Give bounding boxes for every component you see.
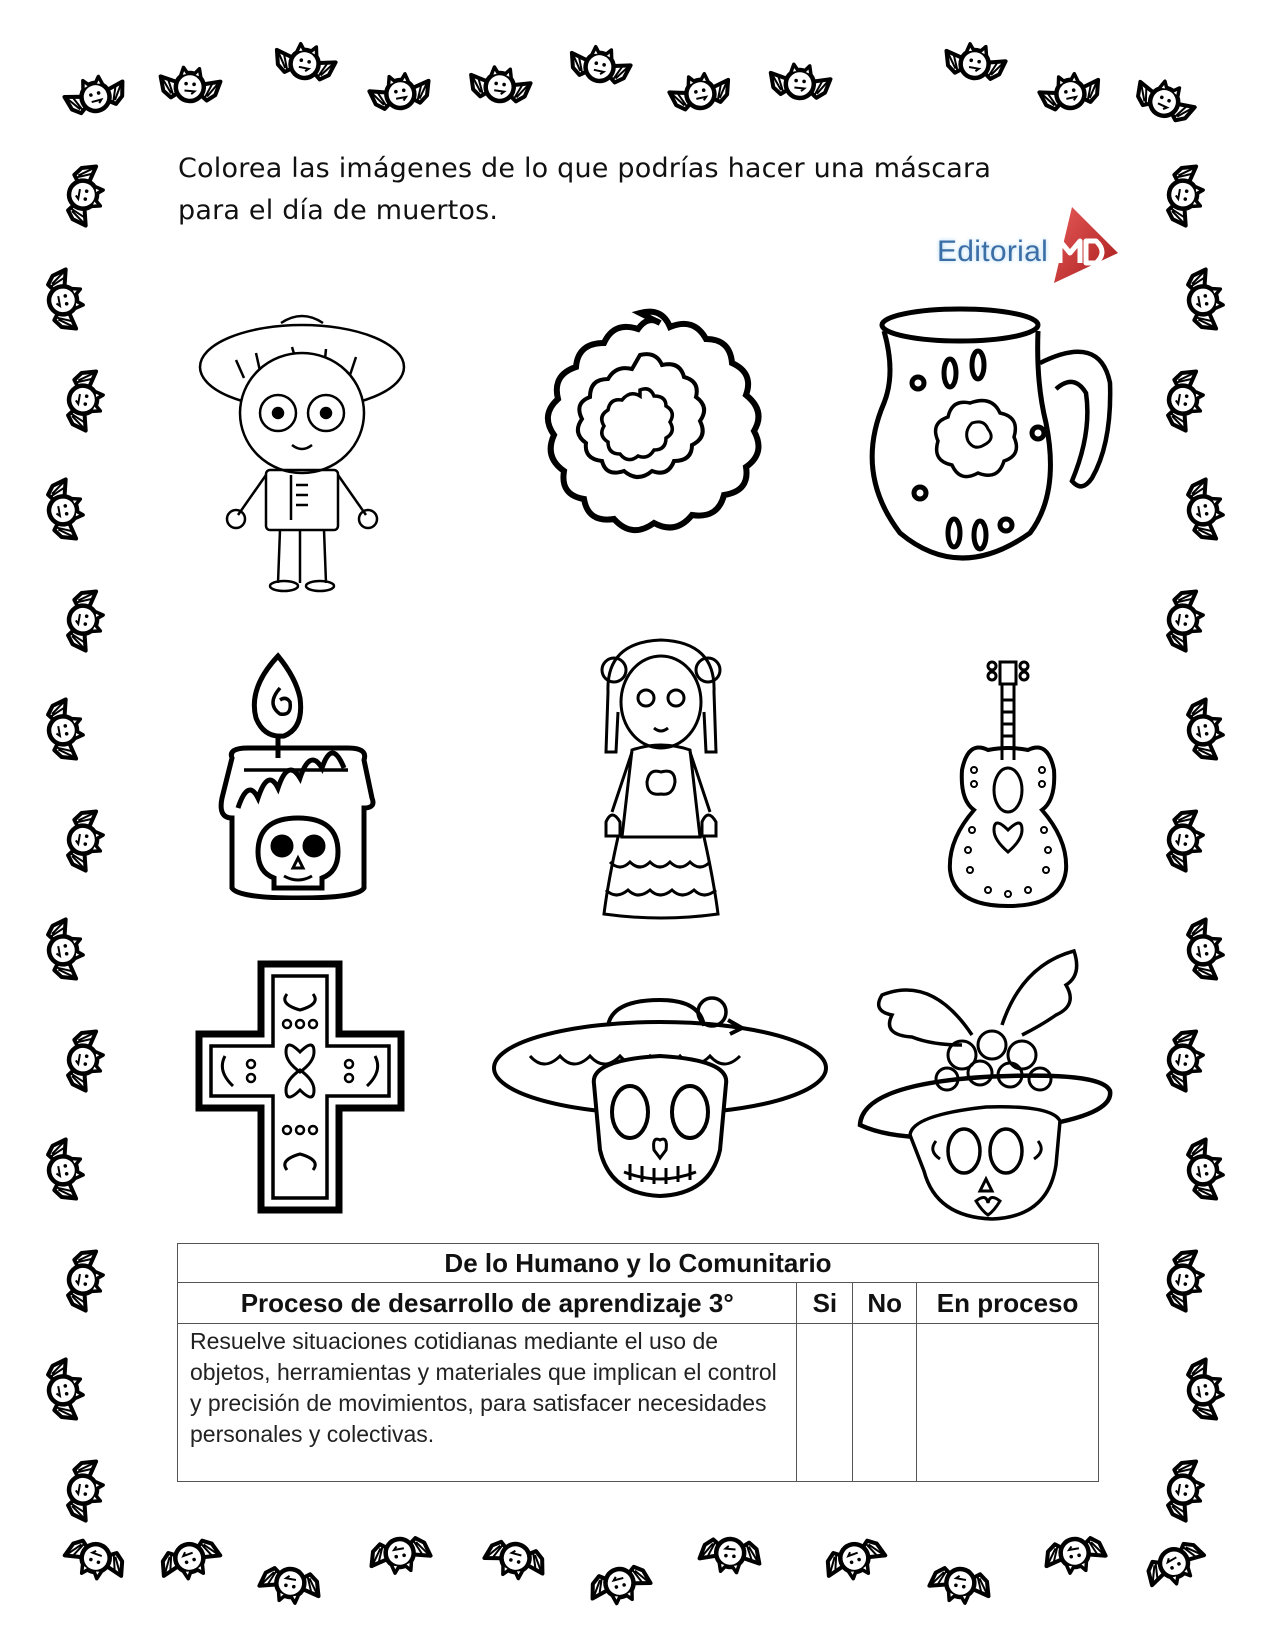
instruction-line-1: Colorea las imágenes de lo que podrías hacer una máscara [178,153,992,184]
evaluation-table [177,1243,1099,1482]
sombrero-skull-image [490,980,830,1202]
marigold-flower-image [499,305,781,550]
checkbox-cell-no[interactable] [853,1324,917,1482]
charro-skeleton-boy-image [196,305,408,593]
table-row [178,1324,1099,1482]
checkbox-cell-en-proceso[interactable] [917,1324,1099,1482]
bat-border-top [62,39,1200,127]
logo-text: Editorial [937,235,1049,268]
criterion-description: Resuelve situaciones cotidianas mediante el uso de objetos, herramientas y materiales que implican el control y precisión de movimientos, para satisfacer necesidades personales y colectivas. [178,1324,797,1482]
editorial-md-logo [935,205,1120,285]
header-learning-process: Proceso de desarrollo de aprendizaje 3° [178,1283,797,1324]
catrina-girl-image [588,632,734,920]
header-no: No [853,1283,917,1324]
decorated-guitar-image [944,660,1072,908]
header-si: Si [797,1283,853,1324]
papel-picado-cross-image [195,960,405,1215]
instruction-text [178,148,1058,232]
md-triangle-logo-icon [1050,205,1120,285]
bat-border-bottom [61,1534,1209,1609]
table-title: De lo Humano y lo Comunitario [178,1244,1099,1283]
table-header-row [178,1283,1099,1324]
instruction-line-2: para el día de muertos. [178,195,499,226]
header-en-proceso: En proceso [917,1283,1099,1324]
bat-border-right [1164,163,1227,1523]
checkbox-cell-si[interactable] [797,1324,853,1482]
bat-border-left [44,163,107,1523]
skull-candle-image [208,648,378,900]
catrina-hat-skull-image [852,945,1117,1223]
decorated-jug-image [860,303,1120,568]
